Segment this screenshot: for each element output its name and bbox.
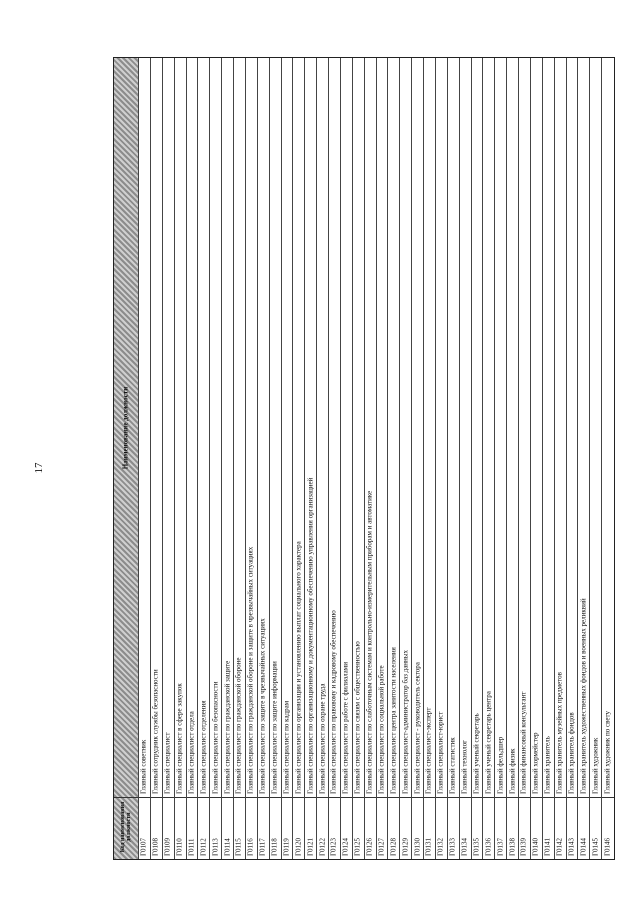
code-cell [163, 797, 174, 859]
table-row [412, 58, 424, 859]
position-name: Главный советник [139, 739, 148, 794]
position-name: Главный художник по свету [603, 711, 612, 794]
table-row [317, 58, 329, 859]
position-name: Главный ученый секретарь центра [484, 691, 493, 794]
table-row [353, 58, 365, 859]
position-name: Главный специалист-эксперт [424, 707, 433, 794]
position-name: Главный хранитель фондов [567, 712, 576, 794]
code-cell [317, 797, 328, 859]
position-name: Главный специалист по защите в чрезвычайных ситуациях [258, 618, 267, 794]
table-row [305, 58, 317, 859]
name-cell [448, 58, 459, 797]
position-code: Г0144 [579, 837, 588, 856]
table-row [590, 58, 602, 859]
code-cell [424, 797, 435, 859]
header-name-label: Наименование должности [121, 386, 130, 469]
position-code: Г0119 [282, 838, 291, 856]
table-row [483, 58, 495, 859]
table-row [543, 58, 555, 859]
name-cell [424, 58, 435, 797]
name-cell [305, 58, 316, 797]
position-code: Г0140 [531, 837, 540, 856]
name-cell [507, 58, 518, 797]
name-cell [329, 58, 340, 797]
code-cell [210, 797, 221, 859]
table-row [341, 58, 353, 859]
position-name: Главный специалист отдела [187, 711, 196, 794]
table-row [377, 58, 389, 859]
table-row [400, 58, 412, 859]
position-code: Г0122 [318, 837, 327, 856]
position-name: Главный специалист по правовому и кадровому обеспечению [329, 610, 338, 794]
name-cell [602, 58, 614, 797]
position-code: Г0115 [234, 838, 243, 856]
name-cell [234, 58, 245, 797]
header-name-cell [114, 58, 138, 797]
code-cell [483, 797, 494, 859]
name-cell [519, 58, 530, 797]
table-row [139, 58, 151, 859]
table-row [388, 58, 400, 859]
table-row [246, 58, 258, 859]
position-name: Главный статистик [448, 737, 457, 794]
name-cell [543, 58, 554, 797]
position-code: Г0135 [472, 837, 481, 856]
name-cell [567, 58, 578, 797]
position-name: Главный фельдшер [496, 736, 505, 794]
name-cell [590, 58, 601, 797]
position-code: Г0109 [163, 837, 172, 856]
code-cell [460, 797, 471, 859]
position-name: Главный специалист по работе с филиалами [341, 662, 350, 794]
table-row [198, 58, 210, 859]
code-cell [187, 797, 198, 859]
table-row [151, 58, 163, 859]
name-cell [293, 58, 304, 797]
name-cell [495, 58, 506, 797]
table-row [578, 58, 590, 859]
position-code: Г0121 [306, 837, 315, 856]
code-cell [151, 797, 162, 859]
table-header-row [114, 58, 139, 859]
code-cell [543, 797, 554, 859]
name-cell [472, 58, 483, 797]
code-cell [531, 797, 542, 859]
positions-table [113, 57, 615, 860]
position-code: Г0111 [187, 838, 196, 856]
header-code-label: Код наименования должности [120, 801, 132, 853]
code-cell [282, 797, 293, 859]
code-cell [400, 797, 411, 859]
name-cell [436, 58, 447, 797]
code-cell [578, 797, 589, 859]
position-name: Главный специалист в сфере закупок [175, 683, 184, 794]
table-row [258, 58, 270, 859]
code-cell [519, 797, 530, 859]
position-code: Г0146 [603, 837, 612, 856]
name-cell [578, 58, 589, 797]
name-cell [222, 58, 233, 797]
position-code: Г0133 [448, 837, 457, 856]
position-name: Главный специалист по слаботочным системам и контрольно-измерительным приборам и автоматике [365, 490, 374, 794]
position-name: Главный хормейстер [531, 732, 540, 794]
table-row [210, 58, 222, 859]
position-code: Г0124 [341, 837, 350, 856]
code-cell [175, 797, 186, 859]
code-cell [412, 797, 423, 859]
position-code: Г0123 [329, 837, 338, 856]
name-cell [246, 58, 257, 797]
position-code: Г0143 [567, 837, 576, 856]
table-row [365, 58, 377, 859]
position-name: Главный специалист по защите информации [270, 661, 279, 794]
table-row [531, 58, 543, 859]
position-code: Г0141 [543, 837, 552, 856]
position-name: Главный специалист - руководитель сектора [413, 662, 422, 794]
position-name: Главный хранитель художественных фондов и военных реликвий [579, 598, 588, 794]
position-code: Г0108 [151, 837, 160, 856]
code-cell [198, 797, 209, 859]
position-code: Г0131 [424, 837, 433, 856]
code-cell [567, 797, 578, 859]
position-code: Г0134 [460, 837, 469, 856]
code-cell [139, 797, 150, 859]
name-cell [412, 58, 423, 797]
position-code: Г0120 [294, 837, 303, 856]
position-code: Г0127 [377, 837, 386, 856]
position-code: Г0132 [436, 837, 445, 856]
name-cell [198, 58, 209, 797]
position-name: Главный специалист по гражданской обороне и защите в чрезвычайных ситуациях [246, 546, 255, 794]
code-cell [602, 797, 614, 859]
position-name: Главный специалист по организации и установлению выплат социального характера [294, 541, 303, 794]
name-cell [483, 58, 494, 797]
table-row [175, 58, 187, 859]
position-name: Главный специалист отделения [199, 700, 208, 794]
position-name: Главный специалист по кадрам [282, 700, 291, 794]
position-name: Главный специалист по гражданской защите [223, 660, 232, 794]
name-cell [151, 58, 162, 797]
name-cell [555, 58, 566, 797]
code-cell [270, 797, 281, 859]
table-row [424, 58, 436, 859]
position-name: Главный сотрудник службы безопасности [151, 669, 160, 794]
position-code: Г0113 [211, 838, 220, 856]
name-cell [388, 58, 399, 797]
code-cell [329, 797, 340, 859]
code-cell [555, 797, 566, 859]
position-code: Г0138 [508, 837, 517, 856]
position-code: Г0110 [175, 838, 184, 856]
name-cell [460, 58, 471, 797]
position-name: Главный специалист центра занятости населения [389, 647, 398, 794]
name-cell [377, 58, 388, 797]
table-row [555, 58, 567, 859]
code-cell [436, 797, 447, 859]
code-cell [258, 797, 269, 859]
position-name: Главный ученый секретарь [472, 713, 481, 794]
table-row [187, 58, 199, 859]
code-cell [353, 797, 364, 859]
position-name: Главный специалист по организационному и документационному обеспечению управления организацией [306, 477, 315, 794]
code-cell [377, 797, 388, 859]
code-cell [234, 797, 245, 859]
position-name: Главный технолог [460, 740, 469, 794]
position-code: Г0118 [270, 838, 279, 856]
position-name: Главный специалист по безопасности [211, 681, 220, 794]
table-row [602, 58, 614, 859]
position-code: Г0145 [591, 837, 600, 856]
code-cell [222, 797, 233, 859]
name-cell [317, 58, 328, 797]
position-name: Главный финансовый консультант [519, 691, 528, 794]
position-code: Г0114 [223, 838, 232, 856]
code-cell [388, 797, 399, 859]
code-cell [448, 797, 459, 859]
position-code: Г0128 [389, 837, 398, 856]
code-cell [472, 797, 483, 859]
name-cell [353, 58, 364, 797]
table-row [519, 58, 531, 859]
code-cell [246, 797, 257, 859]
code-cell [507, 797, 518, 859]
table-row [472, 58, 484, 859]
position-code: Г0142 [555, 837, 564, 856]
name-cell [258, 58, 269, 797]
position-code: Г0130 [413, 837, 422, 856]
position-code: Г0112 [199, 838, 208, 856]
position-name: Главный хранитель музейных предметов [555, 672, 564, 794]
table-row [163, 58, 175, 859]
position-name: Главный специалист-администратор баз данных [401, 649, 410, 794]
table-row [567, 58, 579, 859]
table-row [222, 58, 234, 859]
name-cell [210, 58, 221, 797]
position-name: Главный хранитель [543, 736, 552, 794]
position-code: Г0116 [246, 838, 255, 856]
name-cell [341, 58, 352, 797]
code-cell [305, 797, 316, 859]
position-name: Главный специалист по охране труда [318, 683, 327, 794]
code-cell [341, 797, 352, 859]
name-cell [400, 58, 411, 797]
code-cell [590, 797, 601, 859]
position-name: Главный специалист [163, 732, 172, 794]
table-row [507, 58, 519, 859]
code-cell [293, 797, 304, 859]
position-code: Г0125 [353, 837, 362, 856]
code-cell [495, 797, 506, 859]
page-number: 17 [33, 462, 45, 474]
position-code: Г0137 [496, 837, 505, 856]
header-code-cell [114, 797, 138, 859]
name-cell [175, 58, 186, 797]
position-name: Главный художник [591, 737, 600, 794]
table-row [293, 58, 305, 859]
table-row [460, 58, 472, 859]
table-row [436, 58, 448, 859]
table-row [448, 58, 460, 859]
table-row [329, 58, 341, 859]
name-cell [139, 58, 150, 797]
position-code: Г0117 [258, 838, 267, 856]
position-name: Главный специалист по связям с общественностью [353, 641, 362, 794]
table-row [282, 58, 294, 859]
position-name: Главный физик [508, 748, 517, 794]
position-code: Г0139 [519, 837, 528, 856]
position-code: Г0136 [484, 837, 493, 856]
name-cell [531, 58, 542, 797]
code-cell [365, 797, 376, 859]
table-row [234, 58, 246, 859]
name-cell [163, 58, 174, 797]
position-code: Г0129 [401, 837, 410, 856]
position-name: Главный специалист-юрист [436, 711, 445, 794]
name-cell [282, 58, 293, 797]
position-name: Главный специалист по социальной работе [377, 665, 386, 794]
position-name: Главный специалист по гражданской обороне [234, 657, 243, 794]
name-cell [187, 58, 198, 797]
position-code: Г0107 [139, 837, 148, 856]
name-cell [270, 58, 281, 797]
table-row [270, 58, 282, 859]
position-code: Г0126 [365, 837, 374, 856]
name-cell [365, 58, 376, 797]
table-row [495, 58, 507, 859]
